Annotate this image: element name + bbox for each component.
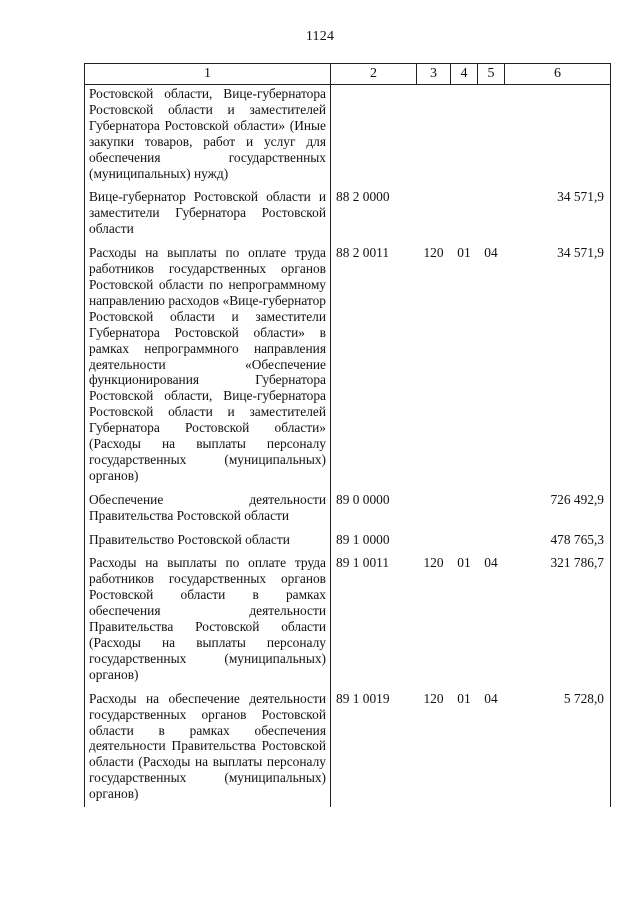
row-amount: 5 728,0 (505, 687, 611, 807)
row-amount (505, 85, 611, 186)
table-row (85, 551, 611, 686)
row-code: 89 0 0000 (336, 491, 390, 507)
row-name: Обеспечение деятельности Правительства Ростовской области (85, 488, 331, 528)
row-expense-type: 120 (423, 690, 444, 706)
budget-table (84, 63, 611, 807)
row-section (451, 528, 478, 552)
row-name: Расходы на выплаты по оплате труда работников государственных органов Ростовской области в рамках обеспечения деятельности Правительства Ростовской области (Расходы на выплаты персоналу государственных (муниципальных) органов) (85, 551, 331, 686)
row-subsection: 04 (484, 690, 498, 706)
row-name: Расходы на обеспечение деятельности государственных органов Ростовской области в рамках обеспечения деятельности Правительства Ростовской области (Расходы на выплаты персоналу государственных (муниципальных) органов) (85, 687, 331, 807)
row-code: 88 2 0000 (336, 189, 390, 205)
row-code (331, 85, 417, 186)
row-amount: 34 571,9 (505, 241, 611, 488)
row-name: Вице-губернатор Ростовской области и заместители Губернатора Ростовской области (85, 185, 331, 241)
row-expense-type: 120 (423, 555, 444, 571)
table-row (85, 85, 611, 186)
row-name: Расходы на выплаты по оплате труда работников государственных органов Ростовской области по непрограммному направлению расходов «Вице-губернатор Ростовской области и заместители Губернатора Ростовской области» в рамках непрограммного направления деятельности «Обеспечение функционирования Губернатора Ростовской области, Вице-губернатора Ростовской области и заместителей Губернатора Ростовской области» (Расходы на выплаты персоналу государственных (муниципальных) органов) (85, 241, 331, 488)
row-section (451, 488, 478, 528)
row-expense-type: 120 (423, 245, 444, 261)
row-code: 89 1 0019 (336, 690, 390, 706)
column-header-4: 4 (451, 64, 478, 85)
row-expense-type (417, 528, 451, 552)
row-subsection (478, 488, 505, 528)
row-code: 88 2 0011 (336, 245, 390, 261)
row-name: Правительство Ростовской области (85, 528, 331, 552)
table-row (85, 241, 611, 488)
row-section (451, 85, 478, 186)
column-header-3: 3 (417, 64, 451, 85)
row-subsection: 04 (484, 245, 498, 261)
row-section: 01 (457, 555, 471, 571)
row-amount: 478 765,3 (505, 528, 611, 552)
row-amount: 321 786,7 (505, 551, 611, 686)
table-row (85, 687, 611, 807)
table-row (85, 488, 611, 528)
table-row (85, 528, 611, 552)
row-subsection (478, 85, 505, 186)
row-amount: 726 492,9 (505, 488, 611, 528)
row-section: 01 (457, 245, 471, 261)
column-header-2: 2 (331, 64, 417, 85)
row-section: 01 (457, 690, 471, 706)
column-header-6: 6 (505, 64, 611, 85)
row-subsection (478, 185, 505, 241)
row-code: 89 1 0011 (336, 555, 390, 571)
row-expense-type (417, 185, 451, 241)
row-amount: 34 571,9 (505, 185, 611, 241)
column-header-5: 5 (478, 64, 505, 85)
page-number: 1124 (305, 29, 335, 44)
row-expense-type (417, 85, 451, 186)
row-section (451, 185, 478, 241)
column-header-1: 1 (85, 64, 331, 85)
table-header (85, 64, 611, 85)
row-name: Ростовской области, Вице-губернатора Ростовской области и заместителей Губернатора Ростовской области» (Иные закупки товаров, работ и услуг для обеспечения государственных (муниципальных) нужд) (85, 85, 331, 186)
row-code: 89 1 0000 (336, 531, 390, 547)
row-subsection: 04 (484, 555, 498, 571)
row-subsection (478, 528, 505, 552)
table-body (85, 85, 611, 807)
table-row (85, 185, 611, 241)
row-expense-type (417, 488, 451, 528)
